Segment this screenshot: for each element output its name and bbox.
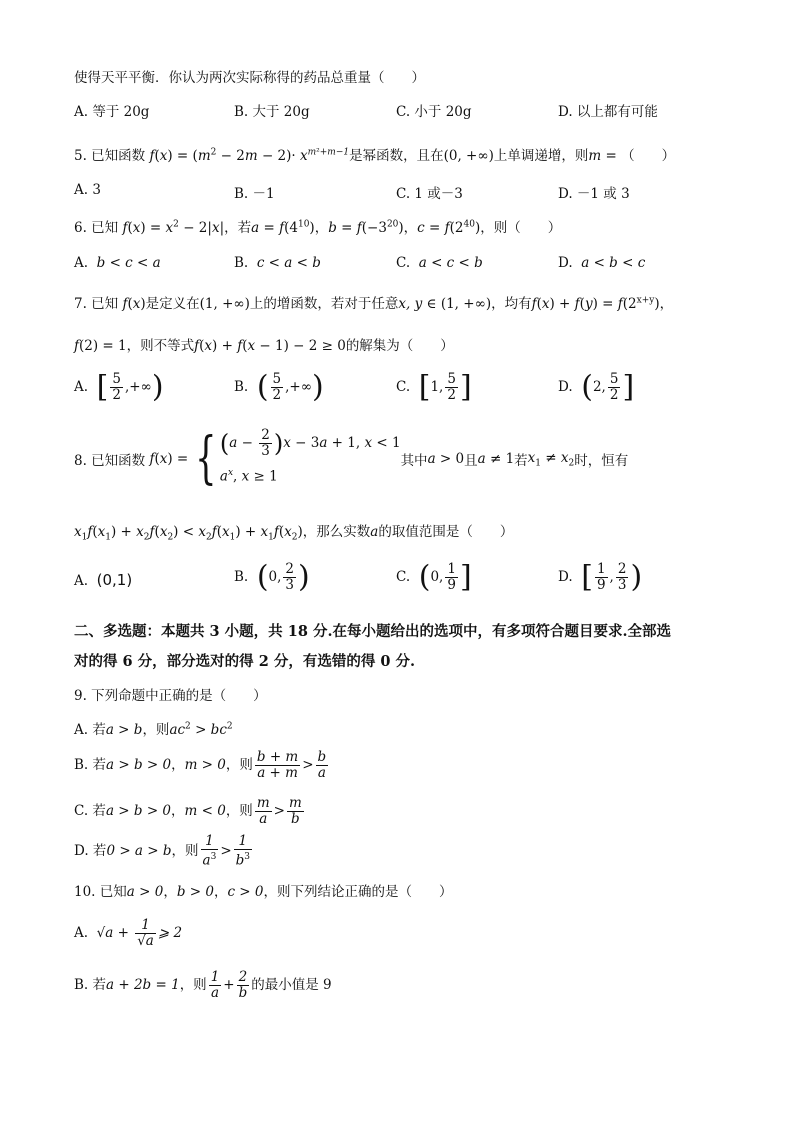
q5-option-a[interactable]: A. 3 xyxy=(74,182,101,198)
q4-option-a[interactable]: A. 等于 20g xyxy=(74,104,150,120)
q9-option-d[interactable]: D. 若0 > a > b，则 $\frac{1}{a^3}$ > $\frac{1}{b^3}$ xyxy=(74,833,251,869)
q8-stem-line2: $x_1f(x_1) + x_2f(x_2) < x_2f(x_1) + x_1f(x_2)$，那么实数a的取值范围是（ ） xyxy=(74,524,514,543)
q8-stem-line1: 8. 已知函数 f(x) ={ (a − $\frac{2}{3}$ )x − 3a + 1, x < 1 $a^x$, x ≥ 1 其中a > 0且a ≠ 1若$x_1 \ne x_2$时，恒有 xyxy=(74,426,629,492)
q8-option-b[interactable]: B. (0, $\frac{2}{3}$ ) xyxy=(234,559,310,595)
q10-stem: 10. 已知a > 0，b > 0，c > 0，则下列结论正确的是（ ） xyxy=(74,884,453,900)
section-heading-scoring: 对的得 6 分，部分选对的得 2 分，有选错的得 0 分. xyxy=(74,653,416,670)
q7-option-c[interactable]: C. [1, $\frac{5}{2}$ ] xyxy=(396,369,472,405)
q7-option-d[interactable]: D. (2, $\frac{5}{2}$ ] xyxy=(558,369,635,405)
q7-stem-line1: 7. 已知 f(x)是定义在(1, +∞)上的增函数，若对于任意x, y ∈ (1, +∞)，均有$f(x) + f(y) = f(2^{x+y})$， xyxy=(74,295,674,312)
q6-option-a[interactable]: A. b < c < a xyxy=(74,255,161,271)
section-heading-multiple-choice: 二、多选题：本题共 3 小题，共 18 分.在每小题给出的选项中，有多项符合题目要求.全部选 xyxy=(74,623,672,640)
q6-option-c[interactable]: C. a < c < b xyxy=(396,255,483,271)
q4-stem: 使得天平平衡．你认为两次实际称得的药品总重量（ ） xyxy=(74,70,425,86)
q8-option-c[interactable]: C. (0, $\frac{1}{9}$ ] xyxy=(396,559,472,595)
q10-option-a[interactable]: A. √a + $\frac{1}{√a}$ ⩾ 2 xyxy=(74,917,183,949)
q6-option-b[interactable]: B. c < a < b xyxy=(234,255,321,271)
q8-option-d[interactable]: D. [ $\frac{1}{9}$ , $\frac{2}{3}$ ) xyxy=(558,559,643,595)
q9-option-c[interactable]: C. 若a > b > 0，m < 0，则 $\frac{m}{a}$ > $\frac{m}{b}$ xyxy=(74,795,302,827)
q4-option-c[interactable]: C. 小于 20g xyxy=(396,104,472,120)
q5-function: $f(x) = (m^2 - 2m - 2)\cdot x^{m^2+m-1}$ xyxy=(149,147,350,164)
q9-stem: 9. 下列命题中正确的是（ ） xyxy=(74,688,267,704)
q4-option-d[interactable]: D. 以上都有可能 xyxy=(558,104,658,120)
q8-piecewise: (a − $\frac{2}{3}$ )x − 3a + 1, x < 1 $a^x$, x ≥ 1 xyxy=(219,427,401,485)
q6-stem: 6. 已知 $f(x) = x^2 - 2|x|$，若$a = f(4^{10})$，$b = f(-3^{20})$，$c = f(2^{40})$，则（ ） xyxy=(74,219,562,236)
q8-option-a[interactable]: A. (0,1) xyxy=(74,571,133,589)
q5-option-b[interactable]: B. －1 xyxy=(234,186,275,202)
q5-option-d[interactable]: D. －1 或 3 xyxy=(558,186,630,202)
q9-option-b[interactable]: B. 若a > b > 0，m > 0，则 $\frac{b + m}{a + m}$ > $\frac{b}{a}$ xyxy=(74,749,327,781)
q4-option-b[interactable]: B. 大于 20g xyxy=(234,104,310,120)
q5-option-c[interactable]: C. 1 或－3 xyxy=(396,186,463,202)
q9-option-a[interactable]: A. 若a > b，则$ac^2 > bc^2$ xyxy=(74,721,233,738)
q6-option-d[interactable]: D. a < b < c xyxy=(558,255,646,271)
q7-option-b[interactable]: B. ( $\frac{5}{2}$ ,+∞) xyxy=(234,369,324,405)
q10-option-b[interactable]: B. 若a + 2b = 1，则 $\frac{1}{a}$ + $\frac{2}{b}$ 的最小值是 9 xyxy=(74,969,332,1001)
q7-option-a[interactable]: A. [ $\frac{5}{2}$ ,+∞) xyxy=(74,369,164,405)
q7-stem-line2: f(2) = 1，则不等式f(x) + f(x − 1) − 2 ≥ 0的解集为（ ） xyxy=(74,338,454,354)
q5-stem: 5. 已知函数 $f(x) = (m^2 - 2m - 2)\cdot x^{m^2+m-1}$是幂函数，且在(0, +∞)上单调递增，则m = （ ） xyxy=(74,147,676,164)
